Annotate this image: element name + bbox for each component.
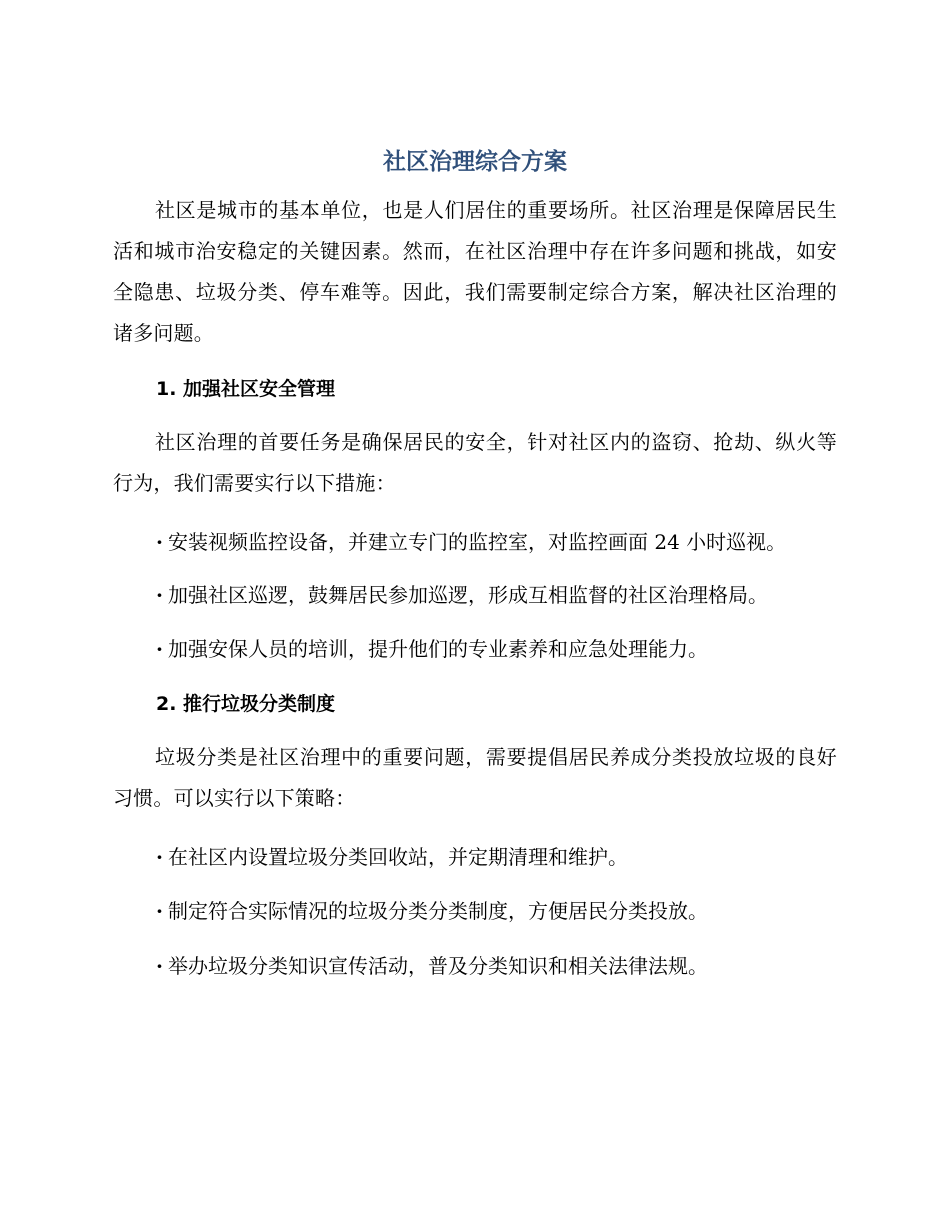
bullet-symbol: · — [156, 530, 163, 554]
section-1-bullet-2 — [156, 580, 846, 610]
section-1-bullet-1 — [156, 527, 846, 557]
bullet-symbol: · — [156, 899, 163, 923]
section-2-bullet-1 — [156, 842, 846, 872]
bullet-text: 举办垃圾分类知识宣传活动，普及分类知识和相关法律法规。 — [168, 954, 708, 978]
bullet-symbol: · — [156, 954, 163, 978]
bullet-text: 在社区内设置垃圾分类回收站，并定期清理和维护。 — [168, 845, 628, 869]
bullet-symbol: · — [156, 583, 163, 607]
intro-paragraph: 社区是城市的基本单位，也是人们居住的重要场所。社区治理是保障居民生活和城市治安稳定的关键因素。然而，在社区治理中存在许多问题和挑战，如安全隐患、垃圾分类、停车难等。因此，我们需要制定综合方案，解决社区治理的诸多问题。 — [113, 198, 837, 345]
bullet-text: 加强安保人员的培训，提升他们的专业素养和应急处理能力。 — [168, 637, 708, 661]
bullet-symbol: · — [156, 637, 163, 661]
section-1-paragraph: 社区治理的首要任务是确保居民的安全，针对社区内的盗窃、抢劫、纵火等行为，我们需要实行以下措施： — [113, 430, 837, 495]
document-title: 社区治理综合方案 — [383, 149, 567, 175]
bullet-text: 加强社区巡逻，鼓舞居民参加巡逻，形成互相监督的社区治理格局。 — [168, 583, 768, 607]
section-2-heading: 2. 推行垃圾分类制度 — [156, 693, 336, 715]
section-2-paragraph: 垃圾分类是社区治理中的重要问题，需要提倡居民养成分类投放垃圾的良好习惯。可以实行以下策略： — [113, 745, 837, 810]
section-1-bullet-3 — [156, 634, 846, 664]
section-2-bullet-3 — [156, 951, 846, 981]
bullet-text: 制定符合实际情况的垃圾分类分类制度，方便居民分类投放。 — [168, 899, 708, 923]
section-2-bullet-2 — [156, 896, 846, 926]
bullet-text: 安装视频监控设备，并建立专门的监控室，对监控画面 24 小时巡视。 — [168, 530, 787, 554]
section-1-heading: 1. 加强社区安全管理 — [156, 378, 336, 400]
bullet-symbol: · — [156, 845, 163, 869]
